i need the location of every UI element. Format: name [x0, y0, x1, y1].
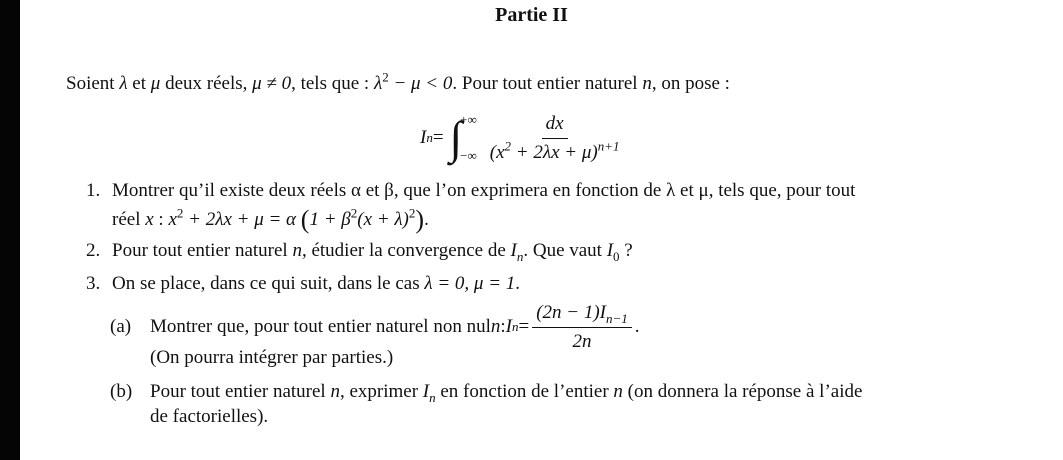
left-edge-bar — [0, 0, 20, 460]
question-3a: (a) Montrer que, pour tout entier naturel non nul n : I n = $\frac{(2n - 1)I_{n-1}}{2n}$ . — [110, 301, 640, 352]
question-3a-hint: (On pourra intégrer par parties.) — [150, 347, 394, 368]
integral-sign: ∫ +∞ −∞ — [449, 112, 477, 163]
question-1-line-2: réel x : $x^2 + 2\lambda x + \mu = \alpha$ $(1 + \beta^2(x + \lambda)^2)$. — [112, 205, 429, 234]
section-title: Partie II — [495, 4, 568, 26]
question-2: 2. Pour tout entier naturel n, étudier la convergence de $I_n$. Que vaut $I_0$ ? — [86, 240, 633, 264]
intro-paragraph: Soient λ et μ deux réels, μ ≠ 0, tels que : $\lambda^2 - \mu < 0$. Pour tout entier naturel n, on pose : — [66, 69, 730, 94]
integrand-fraction: $\frac{dx}{(x^2 + 2\lambda x + \mu)^{n+1}}$ — [489, 112, 620, 163]
recurrence-fraction: $\frac{(2n - 1)I_{n-1}}{2n}$ — [532, 302, 632, 353]
question-3: 3. On se place, dans ce qui suit, dans le cas λ = 0, μ = 1. — [86, 273, 521, 294]
question-1: 1. Montrer qu’il existe deux réels α et β, que l’on exprimera en fonction de λ et μ, tels que, pour tout — [86, 180, 856, 201]
question-3b-line-2: de factorielles). — [150, 406, 269, 427]
question-3b: (b) Pour tout entier naturel n, exprimer $I_n$ en fonction de l’entier n (on donnera la réponse à l’aide — [110, 381, 863, 405]
integral-definition: I n = ∫ +∞ −∞ $\frac{dx}{(x^2 + 2\lambda x + \mu)^{n+1}}$ — [420, 108, 626, 168]
